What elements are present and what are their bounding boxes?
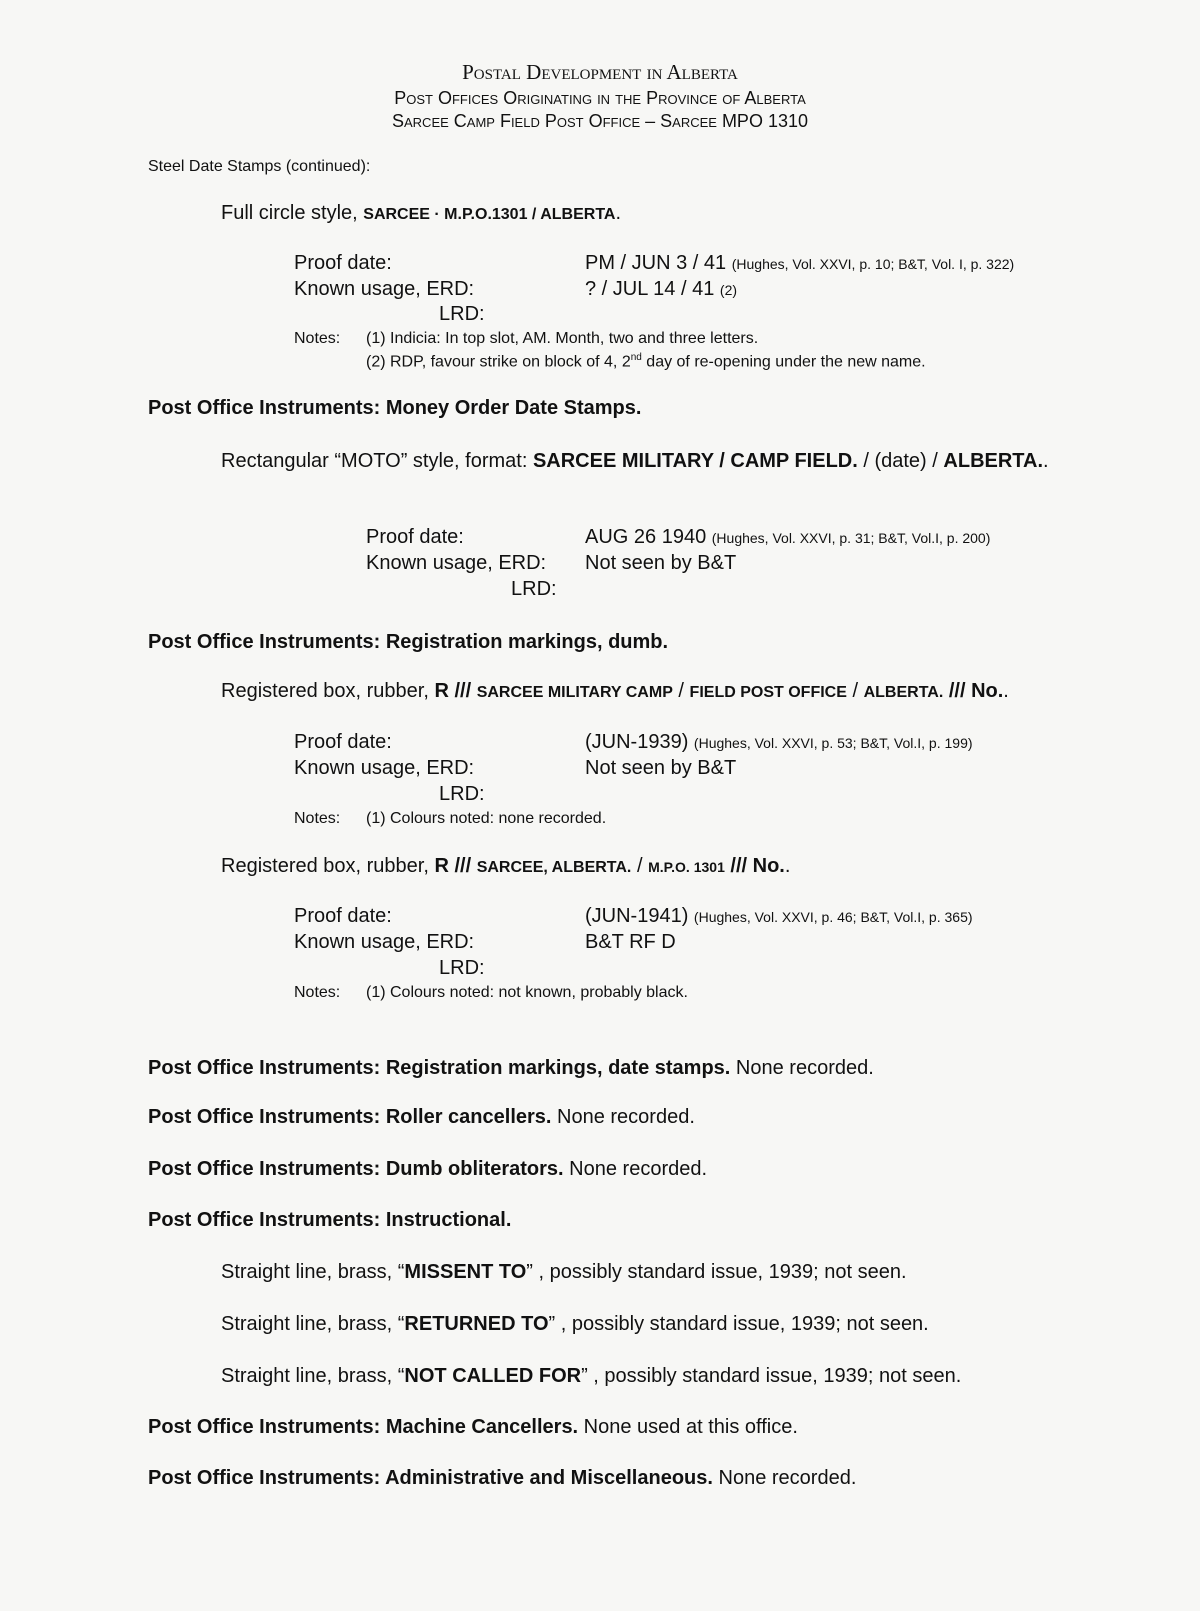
machine-heading: Post Office Instruments: Machine Cancellers. None used at this office. bbox=[148, 1416, 798, 1438]
steel-notes-label: Notes: bbox=[294, 330, 341, 347]
reg2-erd-value: B&T RF D bbox=[585, 931, 676, 953]
instructional-item: Straight line, brass, “NOT CALLED FOR” , possibly standard issue, 1939; not seen. bbox=[221, 1365, 962, 1387]
mo-proof-value: AUG 26 1940 (Hughes, Vol. XXVI, p. 31; B&T, Vol.I, p. 200) bbox=[585, 526, 991, 548]
page-subtitle: Post Offices Originating in the Province of Alberta bbox=[394, 88, 806, 108]
page-title: Postal Development in Alberta bbox=[462, 60, 738, 84]
reg-date-heading: Post Office Instruments: Registration markings, date stamps. None recorded. bbox=[148, 1057, 874, 1079]
reg1-erd-value: Not seen by B&T bbox=[585, 757, 737, 779]
mo-erd-label: Known usage, ERD: bbox=[366, 552, 547, 574]
reg-dumb-heading: Post Office Instruments: Registration markings, dumb. bbox=[148, 631, 669, 653]
mo-erd-value: Not seen by B&T bbox=[585, 552, 737, 574]
steel-proof-label: Proof date: bbox=[294, 252, 392, 274]
reg-box-2-format: Registered box, rubber, R /// SARCEE, ALBERTA. / M.P.O. 1301 /// No.. bbox=[221, 855, 791, 877]
dumb-heading: Post Office Instruments: Dumb obliterators. None recorded. bbox=[148, 1158, 708, 1180]
reg-box-1-format: Registered box, rubber, R /// SARCEE MILITARY CAMP / FIELD POST OFFICE / ALBERTA. /// No.. bbox=[221, 680, 1009, 702]
reg1-proof-value: (JUN-1939) (Hughes, Vol. XXVI, p. 53; B&T, Vol.I, p. 199) bbox=[585, 731, 973, 753]
money-order-style: Rectangular “MOTO” style, format: SARCEE MILITARY / CAMP FIELD. / (date) / ALBERTA.. bbox=[221, 450, 1049, 472]
reg2-lrd-label: LRD: bbox=[439, 957, 485, 979]
reg2-erd-label: Known usage, ERD: bbox=[294, 931, 475, 953]
instructional-item: Straight line, brass, “MISSENT TO” , possibly standard issue, 1939; not seen. bbox=[221, 1261, 907, 1283]
steel-proof-value: PM / JUN 3 / 41 (Hughes, Vol. XXVI, p. 10; B&T, Vol. I, p. 322) bbox=[585, 252, 1015, 274]
reg2-note-1: (1) Colours noted: not known, probably black. bbox=[366, 984, 688, 1001]
roller-heading: Post Office Instruments: Roller cancellers. None recorded. bbox=[148, 1106, 695, 1128]
money-order-heading: Post Office Instruments: Money Order Date Stamps. bbox=[148, 397, 642, 419]
reg2-proof-value: (JUN-1941) (Hughes, Vol. XXVI, p. 46; B&T, Vol.I, p. 365) bbox=[585, 905, 973, 927]
reg1-note-1: (1) Colours noted: none recorded. bbox=[366, 810, 607, 827]
office-title: Sarcee Camp Field Post Office – Sarcee MPO 1310 bbox=[391, 111, 808, 131]
mo-proof-label: Proof date: bbox=[366, 526, 464, 548]
instructional-heading: Post Office Instruments: Instructional. bbox=[148, 1209, 512, 1231]
steel-erd-value: ? / JUL 14 / 41 (2) bbox=[585, 278, 738, 300]
reg1-lrd-label: LRD: bbox=[439, 783, 485, 805]
reg1-erd-label: Known usage, ERD: bbox=[294, 757, 475, 779]
steel-note-2: (2) RDP, favour strike on block of 4, 2nd day of re-opening under the new name. bbox=[366, 352, 926, 371]
steel-note-1: (1) Indicia: In top slot, AM. Month, two and three letters. bbox=[366, 330, 759, 347]
steel-heading: Steel Date Stamps (continued): bbox=[148, 158, 371, 175]
mo-lrd-label: LRD: bbox=[511, 578, 557, 600]
reg1-proof-label: Proof date: bbox=[294, 731, 392, 753]
admin-heading: Post Office Instruments: Administrative and Miscellaneous. None recorded. bbox=[148, 1467, 857, 1489]
steel-lrd-label: LRD: bbox=[439, 303, 485, 325]
instructional-item: Straight line, brass, “RETURNED TO” , possibly standard issue, 1939; not seen. bbox=[221, 1313, 929, 1335]
reg2-proof-label: Proof date: bbox=[294, 905, 392, 927]
reg2-notes-label: Notes: bbox=[294, 984, 341, 1001]
reg1-notes-label: Notes: bbox=[294, 810, 341, 827]
steel-erd-label: Known usage, ERD: bbox=[294, 278, 475, 300]
steel-style: Full circle style, SARCEE · M.P.O.1301 / ALBERTA. bbox=[221, 202, 622, 224]
